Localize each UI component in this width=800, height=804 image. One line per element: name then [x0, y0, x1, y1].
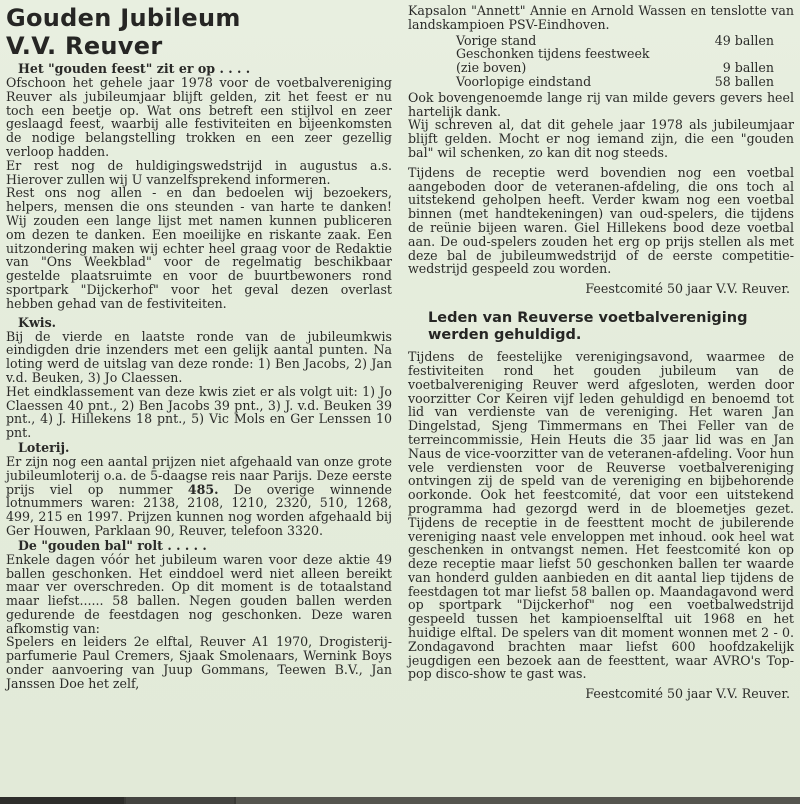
signature: Feestcomité 50 jaar V.V. Reuver. [585, 281, 790, 297]
paragraph: Rest ons nog allen - en dan bedoelen wij bezoekers, helpers, mensen die ons steunden - van harte te danken! Wij zouden een lange lijst met namen kunnen publiceren om dezen te danken. Een moeilijke en riskante zaak. Een uitzondering maken wij echter heel graag voor de Redaktie van "Ons Weekblad" voor de regelmatig beschikbaar gestelde plaatsruimte en voor de buurtbewoners rond sportpark "Dijckerhof" voor het geval dezen overlast hebben gehad van de festiviteiten. [6, 185, 392, 311]
border-segment [236, 797, 800, 804]
tally-value: 58 ballen [714, 73, 774, 89]
border-segment [126, 797, 234, 804]
tally-row [456, 47, 774, 61]
tally-label: (zie boven) [456, 60, 527, 76]
paragraph: Wij schreven al, dat dit gehele jaar 1978 als jubileumjaar blijft gelden. Mocht er nog iemand zijn, die een "gouden bal" wil schenken, zo kan dit nog steeds. [408, 117, 794, 160]
title-line-2: werden gehuldigd. [428, 327, 582, 344]
right-column [408, 0, 794, 701]
paragraph: Tijdens de feestelijke verenigingsavond, waarmee de festiviteiten rond het gouden jubileum van de voetbalvereniging Reuver werd afgesloten, werden door voorzitter Cor Keiren vijf leden gehuldigd en benoemd tot lid van verdienste van de vereniging. Het waren Jan Dingelstad, Sjeng Timmermans en Thei Feller van de terreincommissie, Hein Heuts die 35 jaar lid was en Jan Naus de vice-voorzitter van de veteranen-afdeling. Voor hun vele verdiensten voor de Reuverse voetbalvereniging ontvingen zij de speld van de vereniging en bijbehorende oorkonde. Ook het feestcomité, dat voor een uitstekend programma had gezorgd werd in de bloemetjes gezet. Tijdens de receptie in de feesttent mocht de jubilerende vereniging naast vele enveloppen met inhoud. ook heel wat geschenken in ontvangst nemen. Het feestcomité kon op deze receptie maar liefst 50 geschonken ballen ter waarde van honderd gulden aanbieden en dit aantal liep tijdens de feestdagen tot mar liefst 58 ballen op. Maandagavond werd op sportpark "Dijckerhof" nog een voetbalwedstrijd gespeeld tussen het kampioenselftal uit 1968 en het huidige elftal. De spelers van dit moment wonnen met 2 - 0. Zondagavond brachten maar liefst 600 hoofdzakelijk jeugdigen een bezoek aan de feesttent, waar AVRO's Top-pop disco-show te gast was. [408, 349, 794, 682]
paragraph: Er rest nog de huldigingswedstrijd in augustus a.s. Hierover zullen wij U vanzelfsprekend informeren. [6, 157, 392, 187]
tally-label: Voorlopige eindstand [456, 73, 592, 89]
tally-value: 49 ballen [714, 32, 774, 48]
paragraph: Spelers en leiders 2e elftal, Reuver A1 1970, Drogisterij-parfumerie Paul Cremers, Sjaak Smolenaars, Wernink Boys onder aanvoering van Juup Gommans, Teewen B.V., Jan Janssen Doe het zelf, [6, 634, 392, 691]
tally-row [456, 61, 774, 75]
paragraph-text: Er zijn nog een aantal prijzen niet afgehaald van onze grote jubileumloterij o.a. de 5-daagse reis naar Parijs. Deze eerste prijs viel op nummer [6, 453, 392, 497]
tally-label: Geschonken tijdens feestweek [456, 46, 650, 62]
paragraph: Tijdens de receptie werd bovendien nog een voetbal aangeboden door de veteranen-afdeling, die ons toch al uitstekend geholpen heeft. Verder kwam nog een voetbal binnen (met handtekeningen) van oud-spelers, die tijdens de reünie bijeen waren. Giel Hillekens bood deze voetbal aan. De oud-spelers zouden het erg op prijs stellen als met deze bal de jubileumwedstrijd of de eerste competitie-wedstrijd gespeeld zou worden. [408, 164, 794, 277]
title-line-1: Gouden Jubileum [6, 4, 241, 32]
subheading-gouden-feest: Het "gouden feest" zit er op . . . . [18, 61, 251, 76]
tally-row [456, 34, 774, 48]
winning-number: 485. [187, 481, 219, 497]
article-title [6, 4, 392, 60]
tally-value: 9 ballen [722, 60, 774, 76]
border-segment [0, 797, 124, 804]
article2-title [428, 310, 794, 344]
paragraph-loterij [6, 455, 392, 538]
paragraph: Ofschoon het gehele jaar 1978 voor de voetbalvereniging Reuver als jubileumjaar blijft gelden, zit het feest er nu toch een beetje op. Wat ons betreft een stijlvol en zeer geslaagd feest, waarbij alle festiviteiten en bijeenkomsten de nodige belangstelling trokken en een zeer gezellig verloop hadden. [6, 75, 392, 159]
tally-row [456, 75, 774, 89]
title-line-2: V.V. Reuver [6, 32, 163, 60]
ballen-tally [456, 34, 774, 89]
paragraph: Enkele dagen vóór het jubileum waren voor deze aktie 49 ballen geschonken. Het einddoel werd niet alleen bereikt maar ver overschreden. Op dit moment is de totaalstand maar liefst...... 58 ballen. Negen gouden ballen werden gedurende de feestdagen nog geschonken. Deze waren afkomstig van: [6, 551, 392, 636]
signature: Feestcomité 50 jaar V.V. Reuver. [585, 686, 790, 702]
subheading-gouden-bal: De "gouden bal" rolt . . . . . [18, 537, 207, 553]
left-column [6, 0, 392, 691]
subheading-loterij: Loterij. [18, 439, 70, 455]
paragraph: Kapsalon "Annett" Annie en Arnold Wassen en tenslotte van landskampioen PSV-Eindhoven. [408, 3, 794, 32]
page-edge-border [0, 797, 800, 804]
tally-label: Vorige stand [456, 32, 537, 48]
subheading-kwis: Kwis. [18, 314, 57, 330]
title-line-1: Leden van Reuverse voetbalvereniging [428, 310, 748, 327]
paragraph: Ook bovengenoemde lange rij van milde gevers gevers heel hartelijk dank. [408, 89, 794, 119]
paragraph: Het eindklassement van deze kwis ziet er als volgt uit: 1) Jo Claessen 40 pnt., 2) Ben Jacobs 39 pnt., 3) J. v.d. Beuken 39 pnt., 4) J. Hillekens 18 pnt., 5) Vic Mols en Ger Lenssen 10 pnt. [6, 383, 392, 441]
paragraph: Bij de vierde en laatste ronde van de jubileumkwis eindigden drie inzenders met een gelijk aantal punten. Na loting werd de uitslag van deze ronde: 1) Ben Jacobs, 2) Jan v.d. Beuken, 3) Jo Claessen. [6, 328, 392, 385]
paragraph-text: De overige winnende lotnummers waren: 2138, 2108, 1210, 2320, 510, 1268, 499, 215 en 1997. Prijzen kunnen nog worden afgehaald bij Ger Houwen, Parklaan 90, Reuver, telefoon 3320. [6, 481, 392, 538]
